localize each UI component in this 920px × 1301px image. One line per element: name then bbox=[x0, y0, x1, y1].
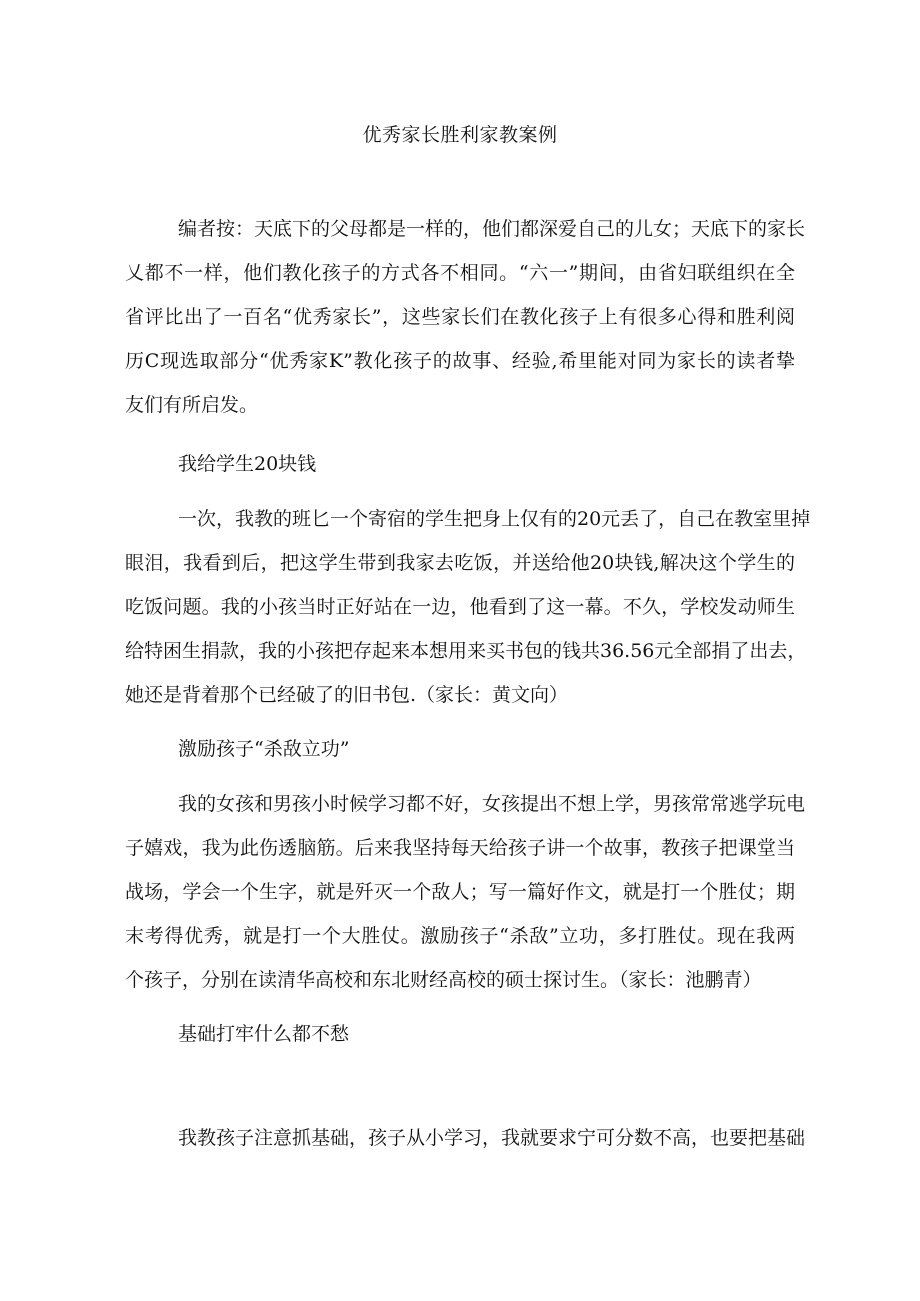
paragraph-line: 个孩子，分别在读清华高校和东北财经高校的硕士探讨生。（家长：池鹏青） bbox=[125, 969, 762, 991]
document-title: 优秀家长胜利家教案例 bbox=[362, 124, 558, 146]
paragraph-line: 给特困生捐款，我的小孩把存起来本想用来买书包的钱共36.56元全部捐了出去， bbox=[125, 640, 807, 662]
paragraph-line: 战场，学会一个生字，就是歼灭一个敌人；写一篇好作文，就是打一个胜仗；期 bbox=[125, 881, 795, 903]
intro-line: 省评比出了一百名“优秀家长”，这些家长们在教化孩子上有很多心得和胜利阅 bbox=[125, 306, 795, 328]
paragraph-line: 我的女孩和男孩小时候学习都不好，女孩提出不想上学，男孩常常逃学玩电 bbox=[178, 793, 806, 815]
intro-line: 乂都不一样，他们教化孩子的方式各不相同。“六一”期间，由省妇联组织在全 bbox=[125, 262, 795, 284]
intro-line: 历C现选取部分“优秀家K”教化孩子的故事、经验,希里能对同为家长的读者挚 bbox=[125, 350, 795, 372]
intro-line: 编者按：天底下的父母都是一样的，他们都深爱自己的儿女；天底下的家长 bbox=[178, 218, 806, 240]
paragraph-line: 吃饭问题。我的小孩当时正好站在一边，他看到了这一幕。不久，学校发动师生 bbox=[125, 596, 795, 618]
section-heading: 基础打牢什么都不愁 bbox=[178, 1023, 350, 1045]
paragraph-line: 她还是背着那个已经破了的旧书包.（家长：黄文向） bbox=[125, 684, 569, 706]
section-heading: 激励孩子“杀敌立功” bbox=[178, 738, 350, 760]
paragraph-line: 末考得优秀，就是打一个大胜仗。激励孩子“杀敌”立功，多打胜仗。现在我两 bbox=[125, 925, 795, 947]
paragraph-line: 眼泪，我看到后，把这学生带到我家去吃饭，并送给他20块钱,解决这个学生的 bbox=[125, 552, 795, 574]
paragraph-line: 子嬉戏，我为此伤透脑筋。后来我坚持每天给孩子讲一个故事，教孩子把课堂当 bbox=[125, 837, 795, 859]
intro-line: 友们有所启发。 bbox=[125, 394, 259, 416]
section-heading: 我给学生20块钱 bbox=[178, 453, 317, 475]
paragraph-line: 一次，我教的班匕一个寄宿的学生把身上仅有的20元丢了，自己在教室里掉 bbox=[178, 508, 811, 530]
paragraph-line: 我教孩子注意抓基础，孩子从小学习，我就要求宁可分数不高，也要把基础 bbox=[178, 1127, 806, 1149]
